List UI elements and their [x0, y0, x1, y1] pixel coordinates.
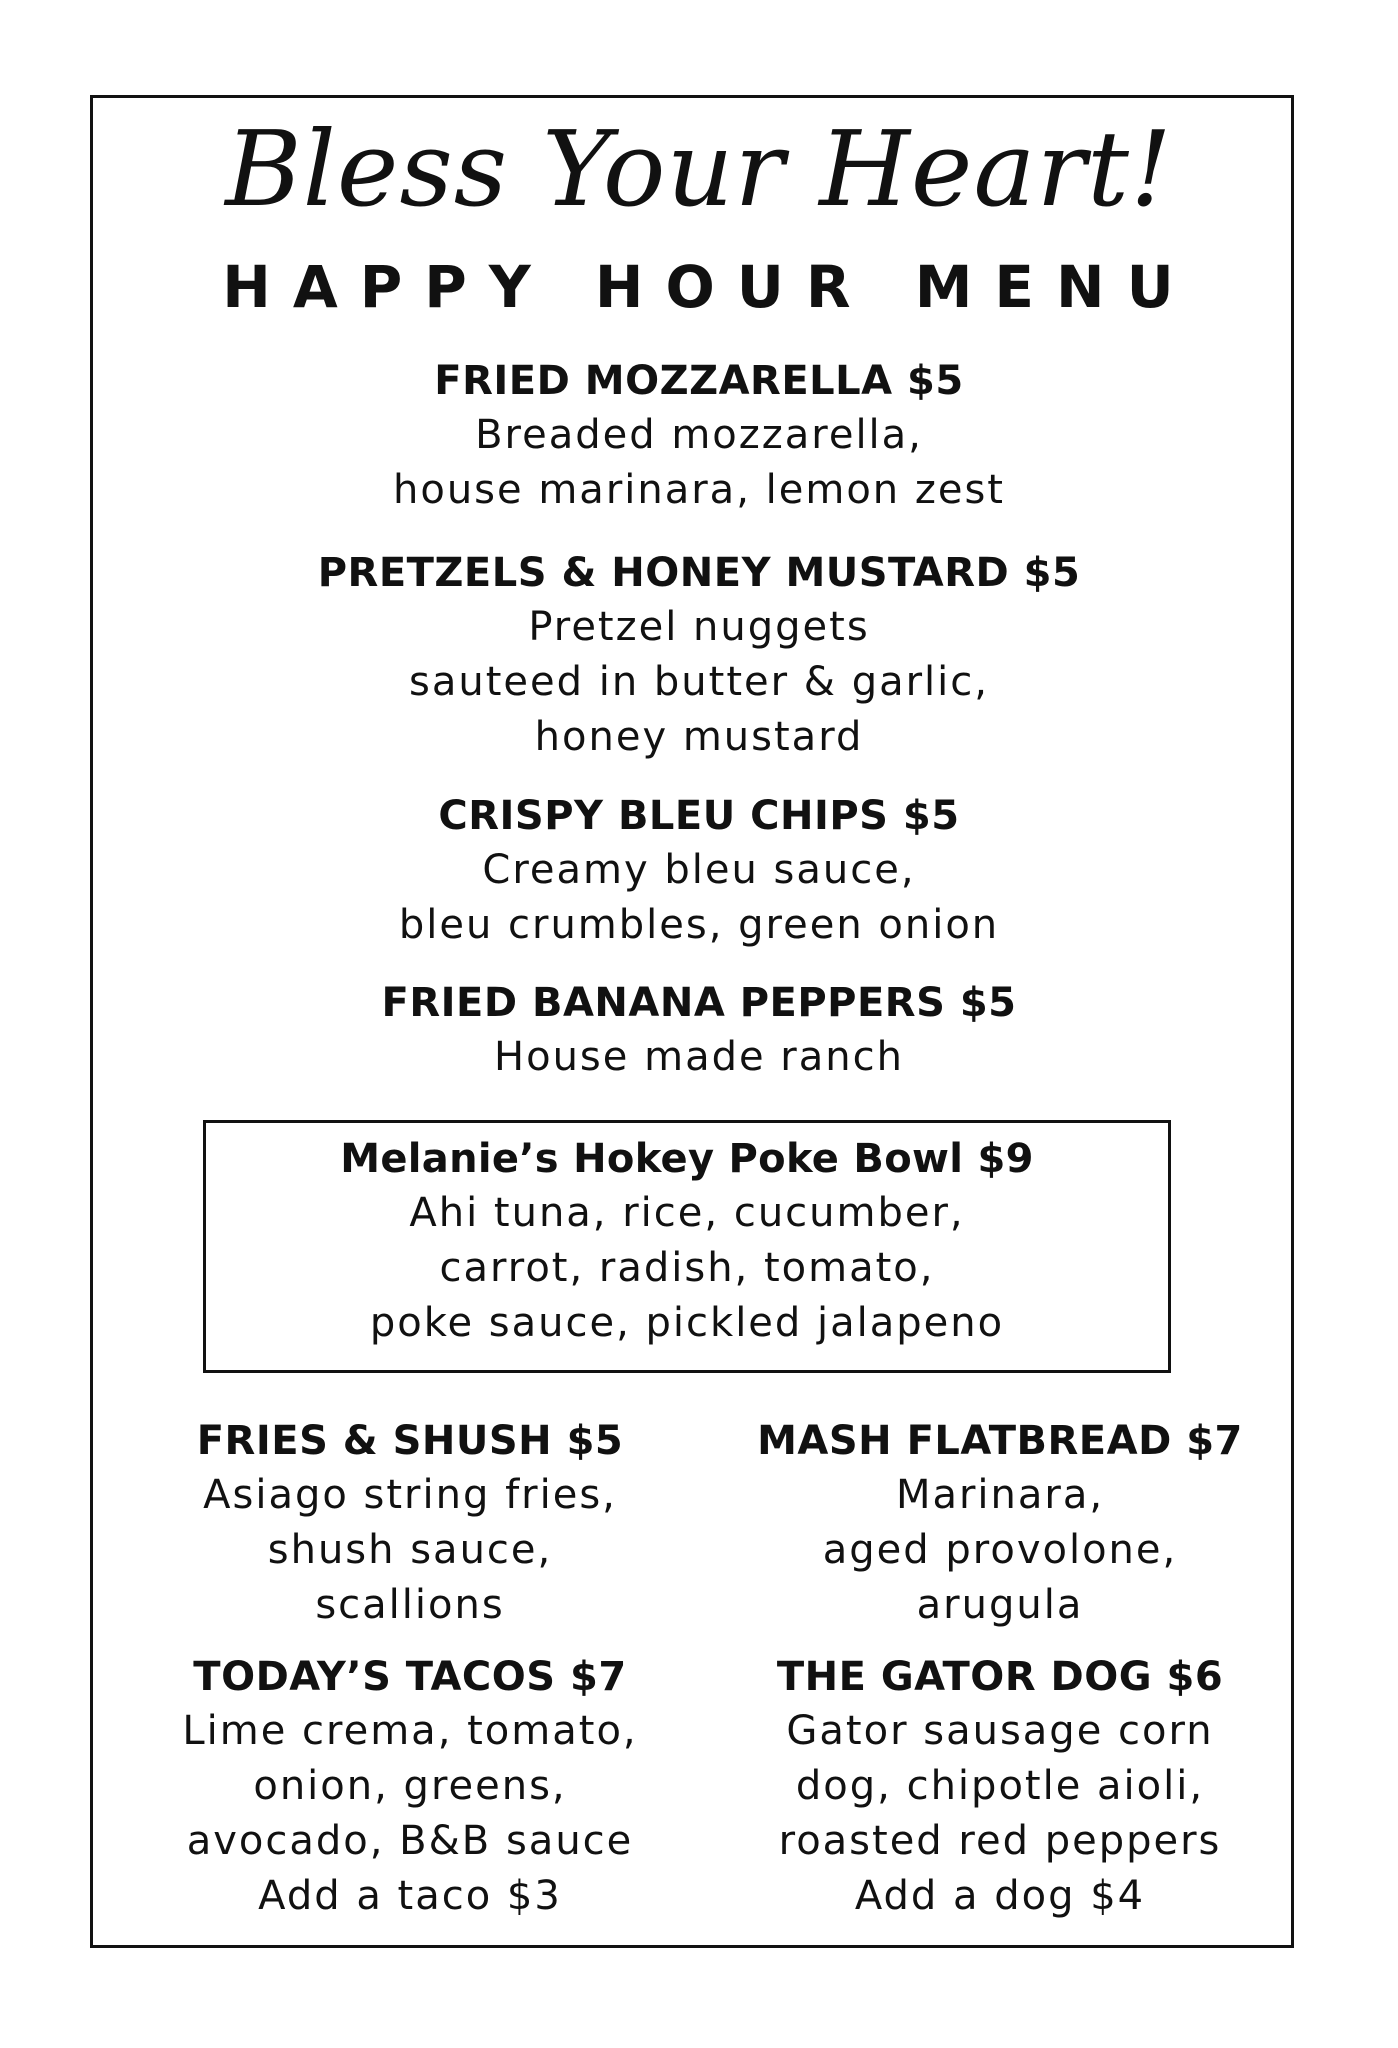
- menu-item-name: TODAY’S TACOS $7: [193, 1654, 627, 1700]
- menu-item-gator-dog: [740, 1650, 1260, 1924]
- menu-item-name: FRIED BANANA PEPPERS $5: [381, 980, 1017, 1026]
- menu-item-name: PRETZELS & HONEY MUSTARD $5: [317, 550, 1081, 596]
- menu-item-description: Gator sausage corn dog, chipotle aioli, roasted red peppers Add a dog $4: [778, 1708, 1222, 1919]
- featured-item-name: Melanie’s Hokey Poke Bowl $9: [340, 1136, 1034, 1182]
- menu-item-fries-shush: [150, 1414, 670, 1633]
- menu-item-todays-tacos: [150, 1650, 670, 1924]
- restaurant-title: Bless Your Heart!: [225, 108, 1173, 230]
- menu-item-name: MASH FLATBREAD $7: [757, 1418, 1243, 1464]
- menu-item-description: Asiago string fries, shush sauce, scallions: [203, 1472, 617, 1628]
- menu-item-name: THE GATOR DOG $6: [776, 1654, 1224, 1700]
- featured-item-description: Ahi tuna, rice, cucumber, carrot, radish, tomato, poke sauce, pickled jalapeno: [369, 1190, 1005, 1346]
- menu-item-fried-banana-peppers: [0, 976, 1398, 1085]
- menu-item-pretzels: [0, 546, 1398, 765]
- menu-item-name: FRIED MOZZARELLA $5: [434, 358, 964, 404]
- menu-item-description: Marinara, aged provolone, arugula: [822, 1472, 1178, 1628]
- menu-item-description: House made ranch: [494, 1034, 904, 1080]
- menu-item-fried-mozzarella: [0, 354, 1398, 518]
- menu-item-crispy-bleu-chips: [0, 789, 1398, 953]
- menu-item-name: CRISPY BLEU CHIPS $5: [438, 793, 960, 839]
- menu-item-description: Pretzel nuggets sauteed in butter & garlic, honey mustard: [409, 604, 989, 760]
- menu-item-description: Lime crema, tomato, onion, greens, avocado, B&B sauce Add a taco $3: [182, 1708, 638, 1919]
- menu-item-name: FRIES & SHUSH $5: [196, 1418, 624, 1464]
- menu-item-description: Breaded mozzarella, house marinara, lemon zest: [393, 412, 1005, 513]
- featured-item-poke-bowl: [203, 1132, 1171, 1351]
- menu-item-description: Creamy bleu sauce, bleu crumbles, green onion: [398, 847, 1000, 948]
- menu-subtitle: HAPPY HOUR MENU: [222, 253, 1196, 321]
- menu-item-mash-flatbread: [740, 1414, 1260, 1633]
